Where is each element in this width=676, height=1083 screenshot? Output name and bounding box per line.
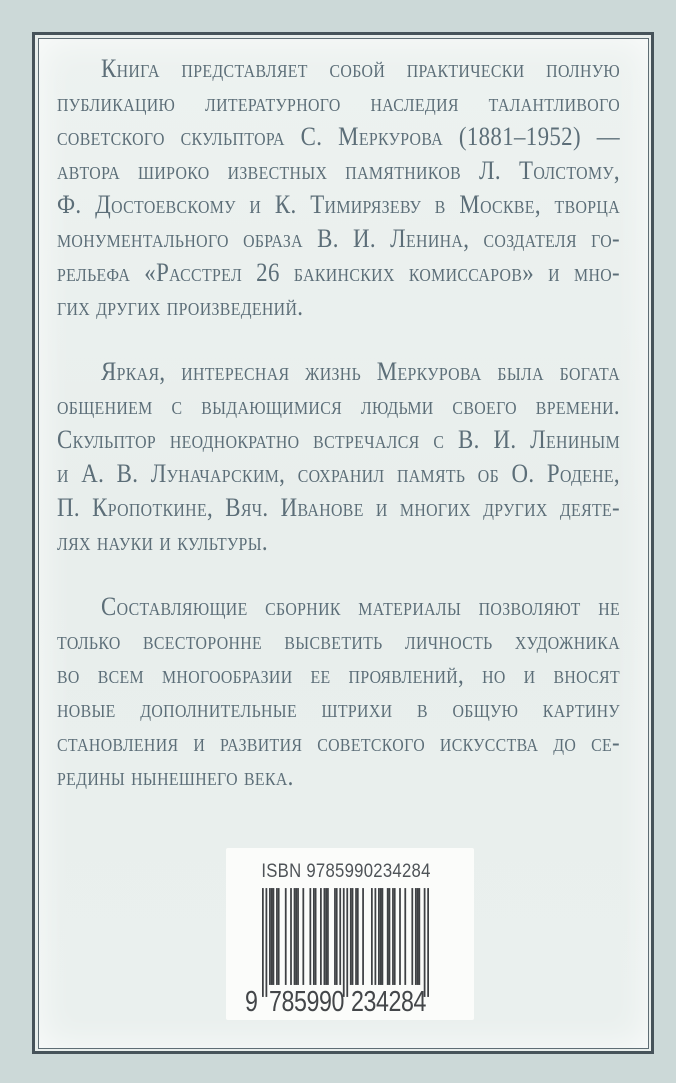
text-line: автора широко известных памятников Л. Толстому, [57,156,621,185]
isbn-block [245,861,431,1020]
barcode-digits-right: 234284 [351,986,427,1018]
text-line: П. Кропоткине, Вяч. Иванове и многих других деяте- [57,493,621,522]
barcode-digit-first: 9 [245,986,258,1018]
text-line: во всем многообразии ее проявлений, но и вносят [57,660,621,689]
text-line: Книга представляет собой практически полную [100,54,621,83]
text-line: только всесторонне высветить личность художника [57,626,621,655]
text-line: лях науки и культуры. [57,527,268,556]
isbn-label: ISBN 9785990234284 [260,861,431,882]
text-line: становления и развития советского искусства до се- [57,728,621,757]
text-line: редины нынешнего века. [57,762,294,791]
barcode-digits-left: 785990 [269,986,345,1018]
text-line: Яркая, интересная жизнь Меркурова была богата [100,357,621,386]
text-line: и А. В. Луначарским, сохранил память об О. Родене, [57,459,621,488]
text-line: новые дополнительные штрихи в общую картину [57,694,621,723]
paragraph [57,52,620,324]
annotation-text [57,52,620,794]
text-line: Составляющие сборник материалы позволяют не [100,592,621,621]
text-line: Скульптор неоднократно встречался с В. И. Лениным [57,425,621,454]
text-line: рельефа «Расстрел 26 бакинских комиссаров» и мно- [57,258,621,287]
paragraph [57,355,620,559]
text-line: монументального образа В. И. Ленина, создателя го- [57,224,621,253]
text-line: общением с выдающимися людьми своего времени. [57,391,621,420]
text-line: гих других произведений. [57,292,304,321]
text-line: Ф. Достоевскому и К. Тимирязеву в Москве, творца [57,190,621,219]
paragraph [57,590,620,794]
text-line: публикацию литературного наследия талантливого [57,88,621,117]
text-line: советского скульптора С. Меркурова (1881–1952) — [57,122,621,151]
ean13-barcode [262,888,429,998]
